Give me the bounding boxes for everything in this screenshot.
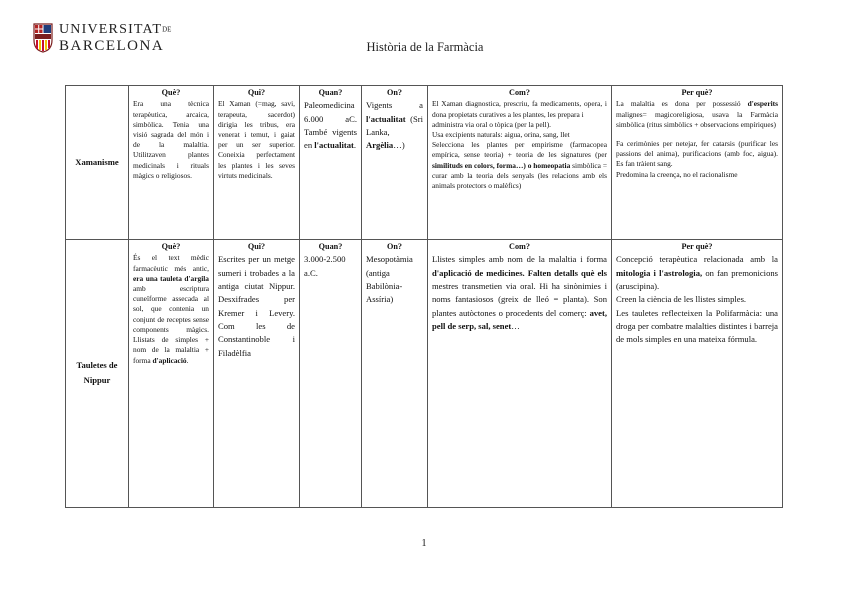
text-run: amb escriptura cuneïforme assecada al sol, que contenia un conjunt de receptes sense components màgics. Llistats de simples + nom de la malaltia + forma	[133, 283, 209, 365]
cell-com	[428, 86, 612, 240]
column-header: Qui?	[247, 242, 266, 251]
paragraph: administra via oral o tòpica (per la pell).	[432, 119, 552, 129]
paragraph: El Xaman diagnostica, prescriu, fa medicaments, opera, i dona propietats curatives a les plantes, les prepara i	[432, 99, 607, 119]
cell-qui	[214, 86, 300, 240]
column-header: Qui?	[247, 88, 266, 97]
paragraph: Fa cerimònies per netejar, fer catarsis (purificar les passions del anima), purificacions (amb foc, aigua). Es fan tràient sang.	[616, 138, 778, 169]
cell-text	[432, 253, 607, 333]
column-header: Què?	[161, 242, 181, 251]
cell-que	[129, 86, 214, 240]
column-header: Quan?	[318, 88, 343, 97]
text-run: La malaltia es dona per possessió	[616, 99, 748, 109]
cell-qui	[214, 240, 300, 508]
text-run: Llistes simples amb nom de la malaltia i forma	[432, 254, 607, 265]
logo-line-1: UNIVERSITAT	[59, 21, 163, 37]
university-shield-icon	[33, 23, 53, 53]
column-header: Què?	[161, 88, 181, 97]
text-bold: mitologia i l'astrologia,	[616, 267, 703, 278]
text-run: .	[353, 140, 357, 151]
university-logo	[33, 21, 171, 55]
column-header: On?	[386, 88, 403, 97]
cell-com	[428, 240, 612, 508]
cell-text	[304, 99, 357, 152]
text-run: mestres transmetien via oral. Hi ha sinònimies i noms fantasiosos (greix de lleó = planta). Son plantes autòctones o procedents del comerç:	[432, 280, 607, 318]
cell-text: Escrites per un metge sumeri i trobades a la antiga ciutat Nippur. Desxifrades per Kremer i Levery. Com les de Constantinoble i Filadèlfia	[218, 254, 295, 358]
text-bold: d'aplicació de medicines. Falten detalls què els	[432, 267, 607, 278]
paragraph: Predomina la creença, no el racionalisme	[616, 169, 738, 179]
row-label: Xamanisme	[66, 86, 129, 240]
text-run: simbòlica = curar amb la teoria dels senyals (les relacions amb els animals protectors o malèfics)	[432, 160, 607, 191]
cell-on	[362, 240, 428, 508]
text-bold: Argèlia	[366, 140, 394, 151]
text-run: Selecciona les plantes per empirisme (farmacopea empírica, sense teoria) + teoria de les signatures (per	[432, 140, 607, 160]
spacer	[616, 130, 778, 139]
cell-text: 3.000-2.500 a.C.	[304, 254, 346, 278]
paragraph: Creen la ciència de les llistes simples.	[616, 294, 747, 305]
paragraph: Les tauletes reflecteixen la Polifarmàcia: una droga per combatre malalties distintes i barreja de mols simples en una mateixa fórmula.	[616, 307, 778, 345]
pharmacy-history-table	[65, 85, 783, 508]
page-number: 1	[421, 538, 427, 549]
text-run: (Sri Lanka,	[366, 113, 423, 137]
paragraph	[616, 253, 778, 293]
cell-text: El Xaman (=mag, savi, terapeuta, sacerdot) dirigia les tribus, era venerat i temut, i gaiat per un ser superior. Coneixia perfectament les plantes i les seves virtuts medicinals.	[218, 99, 295, 180]
text-bold: era una tauleta d'argila	[133, 273, 209, 283]
cell-perque	[612, 86, 783, 240]
text-run: .	[186, 355, 189, 365]
cell-on	[362, 86, 428, 240]
column-header: Per què?	[681, 242, 713, 251]
text-run: …	[511, 320, 520, 331]
column-header: Per què?	[681, 88, 713, 97]
cell-text	[133, 253, 209, 365]
cell-perque	[612, 240, 783, 508]
cell-que	[129, 240, 214, 508]
row-label: Tauletes de Nippur	[66, 240, 129, 508]
text-bold: d'esperits	[747, 99, 778, 109]
text-bold: d'aplicació	[152, 355, 187, 365]
paragraph	[432, 140, 607, 191]
text-run: Vigents a	[366, 100, 423, 111]
cell-quan	[300, 240, 362, 508]
cell-text: Mesopotàmia (antiga Babilònia-Assíria)	[366, 254, 413, 305]
text-run: Concepció terapèutica relacionada amb la	[616, 254, 778, 265]
text-run: …)	[393, 140, 405, 151]
column-header: Com?	[509, 88, 530, 97]
paragraph	[616, 99, 778, 130]
text-bold: similituds en colors, forma…) o homeopatia	[432, 160, 571, 170]
text-bold: avet, pell de serp, sal, senet	[432, 307, 607, 331]
table-row	[66, 86, 783, 240]
column-header: Com?	[509, 242, 530, 251]
text-run: on fan premonicions (aruscipina).	[616, 267, 779, 291]
text-run: És el text mèdic farmacèutic més antic,	[133, 253, 209, 273]
cell-text: Era una tècnica terapèutica, arcaica, simbòlica. Tenia una visió sagrada del món i de la malaltia. Utilitzaven plantes medicinals i rituals màgics o religiosos.	[133, 99, 209, 180]
column-header: On?	[386, 242, 403, 251]
logo-line-2: BARCELONA	[59, 37, 165, 54]
column-header: Quan?	[318, 242, 343, 251]
cell-text	[366, 99, 423, 152]
text-bold: l'actualitat	[314, 140, 354, 151]
table-row	[66, 240, 783, 508]
text-run: Paleomedicina 6.000 aC. També vigents en	[304, 100, 357, 151]
logo-de: DE	[162, 24, 172, 33]
document-title: Història de la Farmàcia	[366, 40, 484, 54]
text-bold: l'actualitat	[366, 113, 406, 124]
text-run: malignes= magicoreligiosa, usava la Farmàcia simbòlica (ritus simbòlics + observacions empíriques)	[616, 109, 778, 129]
cell-quan	[300, 86, 362, 240]
paragraph: Usa excipients naturals: aigua, orina, sang, llet	[432, 129, 570, 139]
